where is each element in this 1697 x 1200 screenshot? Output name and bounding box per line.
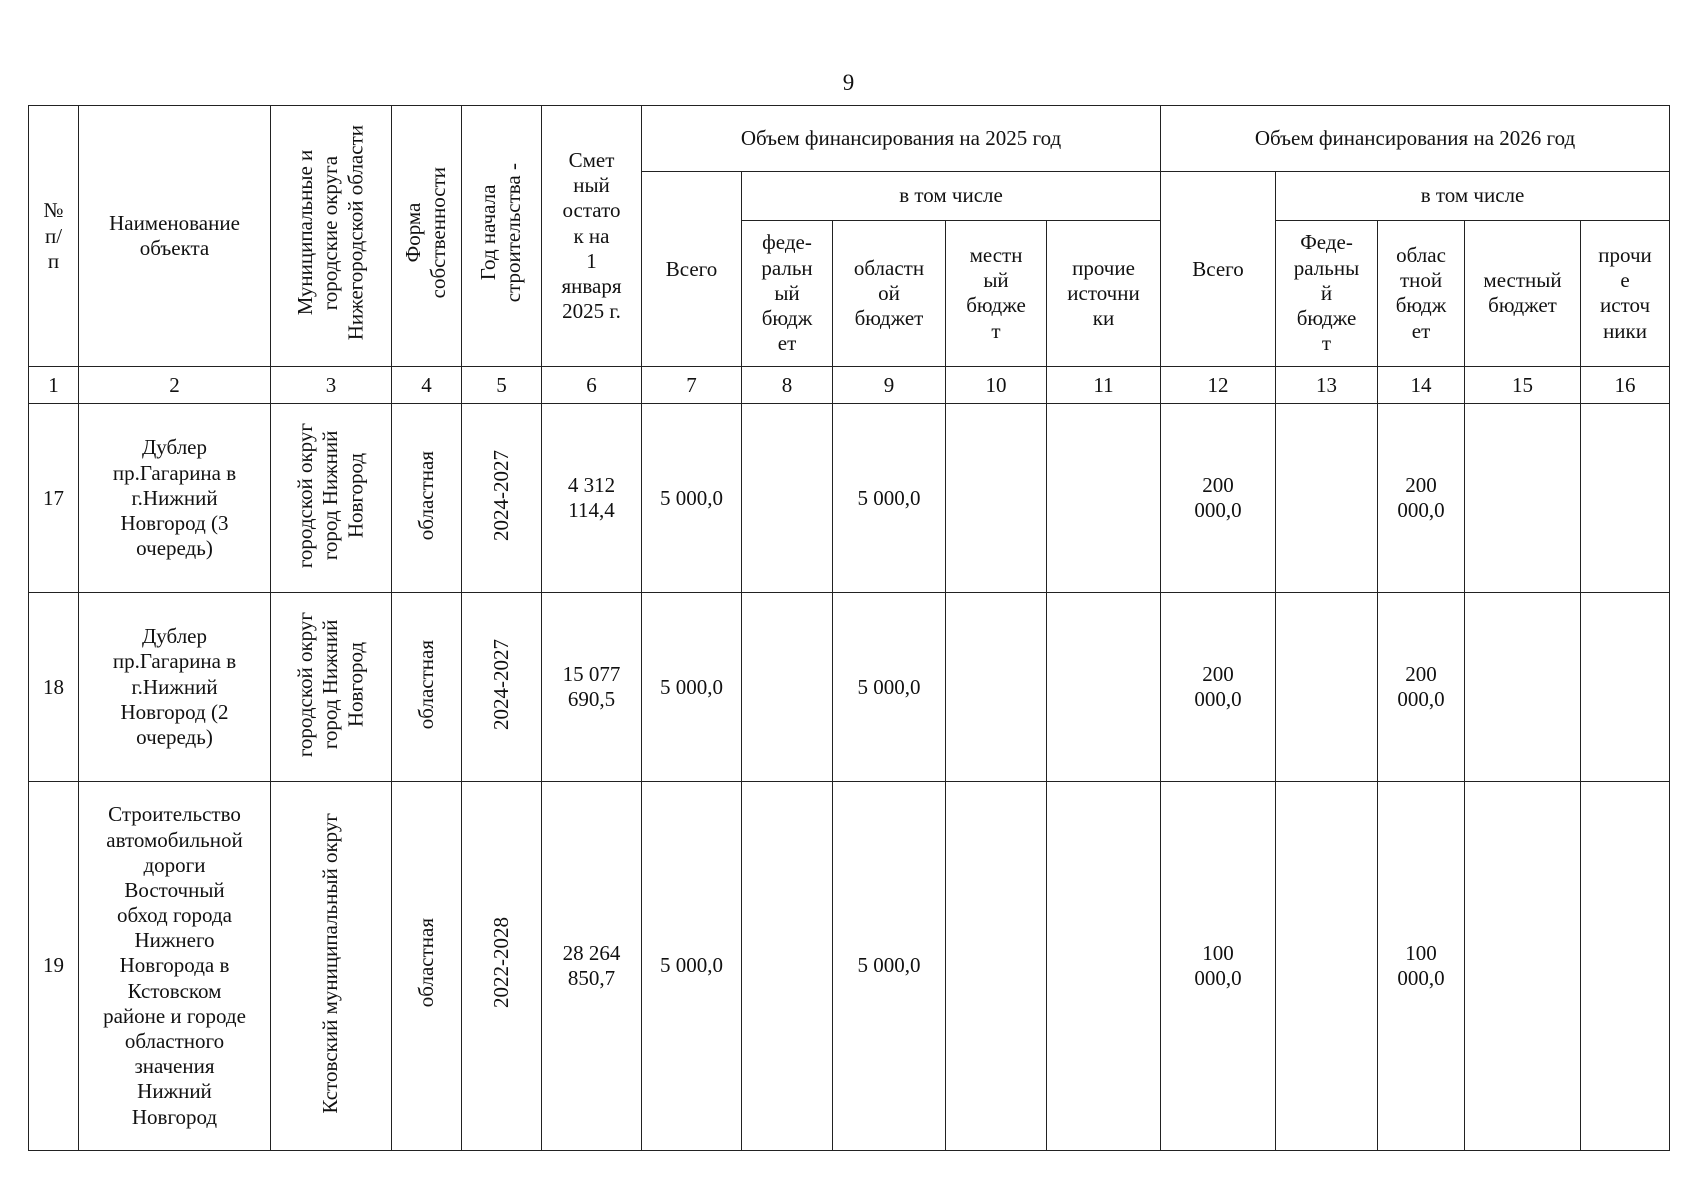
column-number: 15 — [1465, 367, 1581, 404]
header-incl-2026: в том числе — [1276, 172, 1670, 220]
total-2025-cell: 5 000,0 — [642, 404, 742, 593]
column-number-row — [29, 367, 1670, 404]
header-oth-2025: прочие источни ки — [1047, 220, 1161, 367]
reg-2026-cell: 100 000,0 — [1378, 782, 1465, 1151]
municipality-cell — [271, 593, 392, 782]
column-number: 1 — [29, 367, 79, 404]
reg-2026-cell: 200 000,0 — [1378, 593, 1465, 782]
remainder-cell: 4 312 114,4 — [542, 404, 642, 593]
municipality-cell-text: городской округ город Нижний Новгород — [293, 422, 368, 568]
header-ownership — [392, 106, 462, 367]
column-number: 3 — [271, 367, 392, 404]
row-number: 17 — [29, 404, 79, 593]
header-start-year — [462, 106, 542, 367]
remainder-cell: 15 077 690,5 — [542, 593, 642, 782]
column-number: 5 — [462, 367, 542, 404]
reg-2025-cell: 5 000,0 — [833, 782, 946, 1151]
column-number: 6 — [542, 367, 642, 404]
total-2026-cell: 200 000,0 — [1161, 404, 1276, 593]
header-municipality — [271, 106, 392, 367]
header-total-2026: Всего — [1161, 172, 1276, 367]
table-row — [29, 404, 1670, 593]
oth-2025-cell — [1047, 593, 1161, 782]
column-number: 13 — [1276, 367, 1378, 404]
years-cell-text: 2022-2028 — [488, 917, 513, 1009]
oth-2026-cell — [1581, 404, 1670, 593]
header-incl-2025: в том числе — [742, 172, 1161, 220]
column-number: 16 — [1581, 367, 1670, 404]
header-start-year-text: Год начала строительства - — [476, 163, 526, 303]
years-cell — [462, 782, 542, 1151]
header-fed-2026: Феде- ральны й бюдже т — [1276, 220, 1378, 367]
column-number: 4 — [392, 367, 462, 404]
header-total-2025: Всего — [642, 172, 742, 367]
oth-2025-cell — [1047, 782, 1161, 1151]
object-name: Строительство автомобильной дороги Восточный обход города Нижнего Новгорода в Кстовском районе и городе областного значения Нижний Новгород — [79, 782, 271, 1151]
municipality-cell-text: городской округ город Нижний Новгород — [293, 611, 368, 757]
fed-2026-cell — [1276, 593, 1378, 782]
column-number: 9 — [833, 367, 946, 404]
oth-2025-cell — [1047, 404, 1161, 593]
years-cell-text: 2024-2027 — [488, 638, 513, 730]
column-number: 14 — [1378, 367, 1465, 404]
fed-2025-cell — [742, 782, 833, 1151]
header-ownership-text: Форма собственности — [401, 167, 451, 299]
reg-2025-cell: 5 000,0 — [833, 404, 946, 593]
remainder-cell: 28 264 850,7 — [542, 782, 642, 1151]
total-2025-cell: 5 000,0 — [642, 593, 742, 782]
column-number: 12 — [1161, 367, 1276, 404]
table-row — [29, 593, 1670, 782]
municipality-cell-text: Кстовский муниципальный округ — [318, 812, 343, 1114]
row-number: 18 — [29, 593, 79, 782]
loc-2025-cell — [946, 782, 1047, 1151]
reg-2026-cell: 200 000,0 — [1378, 404, 1465, 593]
loc-2025-cell — [946, 593, 1047, 782]
ownership-cell — [392, 782, 462, 1151]
object-name: Дублер пр.Гагарина в г.Нижний Новгород (3 очередь) — [79, 404, 271, 593]
years-cell — [462, 593, 542, 782]
municipality-cell — [271, 404, 392, 593]
fed-2025-cell — [742, 404, 833, 593]
table-row — [29, 782, 1670, 1151]
municipality-cell — [271, 782, 392, 1151]
header-loc-2026: местный бюджет — [1465, 220, 1581, 367]
header-reg-2026: облас тной бюдж ет — [1378, 220, 1465, 367]
ownership-cell-text: областная — [413, 450, 438, 540]
total-2026-cell: 100 000,0 — [1161, 782, 1276, 1151]
header-reg-2025: областн ой бюджет — [833, 220, 946, 367]
column-number: 7 — [642, 367, 742, 404]
fed-2025-cell — [742, 593, 833, 782]
header-fed-2025: феде- ральн ый бюдж ет — [742, 220, 833, 367]
fed-2026-cell — [1276, 404, 1378, 593]
reg-2025-cell: 5 000,0 — [833, 593, 946, 782]
header-municipality-text: Муниципальные и городские округа Нижегородской области — [293, 125, 368, 341]
loc-2026-cell — [1465, 782, 1581, 1151]
column-number: 8 — [742, 367, 833, 404]
loc-2026-cell — [1465, 404, 1581, 593]
total-2025-cell: 5 000,0 — [642, 782, 742, 1151]
header-row-1 — [29, 106, 1670, 172]
ownership-cell — [392, 593, 462, 782]
oth-2026-cell — [1581, 593, 1670, 782]
years-cell-text: 2024-2027 — [488, 449, 513, 541]
fed-2026-cell — [1276, 782, 1378, 1151]
loc-2025-cell — [946, 404, 1047, 593]
ownership-cell — [392, 404, 462, 593]
column-number: 2 — [79, 367, 271, 404]
page-number: 9 — [842, 70, 855, 95]
header-oth-2026: прочи е источ ники — [1581, 220, 1670, 367]
financing-table — [28, 105, 1670, 1151]
years-cell — [462, 404, 542, 593]
header-fin-2025: Объем финансирования на 2025 год — [642, 106, 1161, 172]
column-number: 10 — [946, 367, 1047, 404]
column-number: 11 — [1047, 367, 1161, 404]
row-number: 19 — [29, 782, 79, 1151]
total-2026-cell: 200 000,0 — [1161, 593, 1276, 782]
header-name: Наименование объекта — [79, 106, 271, 367]
header-num: № п/ п — [29, 106, 79, 367]
header-fin-2026: Объем финансирования на 2026 год — [1161, 106, 1670, 172]
ownership-cell-text: областная — [413, 918, 438, 1008]
oth-2026-cell — [1581, 782, 1670, 1151]
header-loc-2025: местн ый бюдже т — [946, 220, 1047, 367]
object-name: Дублер пр.Гагарина в г.Нижний Новгород (2 очередь) — [79, 593, 271, 782]
header-remainder: Смет ный остато к на 1 января 2025 г. — [542, 106, 642, 367]
ownership-cell-text: областная — [413, 639, 438, 729]
loc-2026-cell — [1465, 593, 1581, 782]
